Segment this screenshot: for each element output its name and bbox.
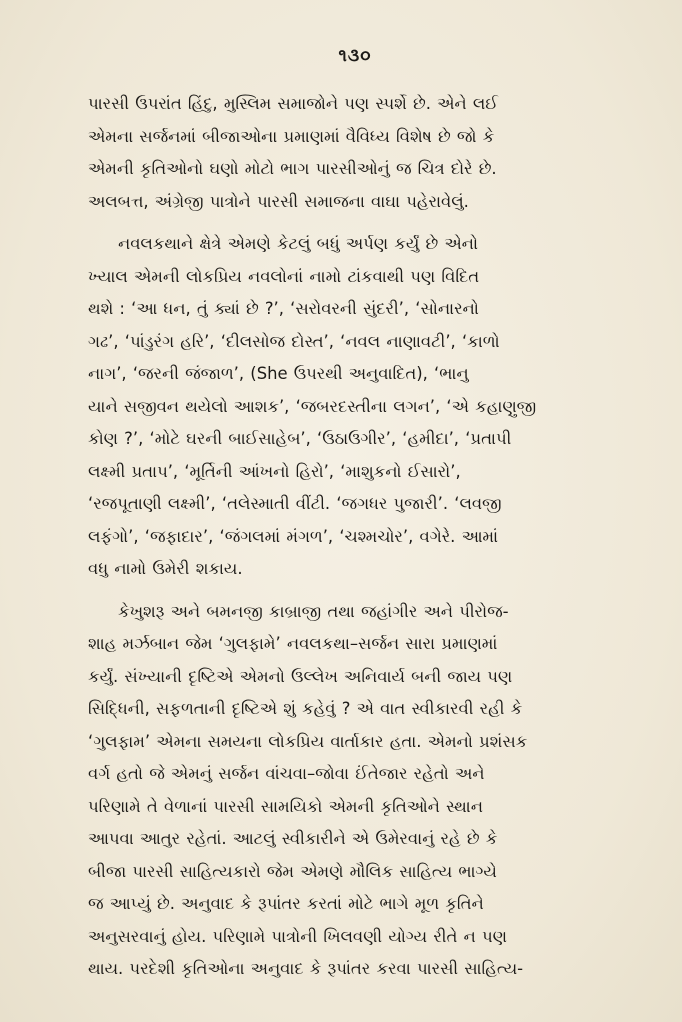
paragraph-1 [88,88,622,218]
text-line: અનુસરવાનું હોય. પરિણામે પાત્રોની ખિલવણી યોગ્ય રીતે ન પણ [88,926,507,946]
text-line: ખ્યાલ એમની લોકપ્રિય નવલોનાં નામો ટાંકવાથી પણ વિદિત [88,266,480,286]
text-line: પારસી ઉપરાંત હિંદુ, મુસ્લિમ સમાજોને પણ સ્પર્શે છે. એને લઈ [88,94,498,113]
text-line: આપવા આતુર રહેતાં. આટલું સ્વીકારીને એ ઉમેરવાનું રહે છે કે [88,829,498,848]
text-line: વધુ નામો ઉમેરી શકાય. [88,559,243,578]
text-line: નાગ’, ‘જરની જંજાળ’, (She ઉપરથી અનુવાદિત), ‘ભાનુ [88,364,469,383]
text-line: સિદ્ધિની, સફળતાની દૃષ્ટિએ શું કહેવું ? એ વાત સ્વીકારવી રહી કે [88,699,523,718]
paragraph-2 [88,228,622,586]
text-line: એમના સર્જનમાં બીજાઓના પ્રમાણમાં વૈવિધ્ય વિશેષ છે જો કે [88,126,495,146]
text-line: ગઢ’, ‘પાંડુરંગ હરિ’, ‘દીલસોજ દોસ્ત’, ‘નવલ નાણાવટી’, ‘કાળો [88,331,500,351]
text-line: એમની કૃતિઓનો ઘણો મોટો ભાગ પારસીઓનું જ ચિત્ર દોરે છે. [88,159,497,178]
text-line: થાય. પરદેશી કૃતિઓના અનુવાદ કે રૂપાંતર કરવા પારસી સાહિત્ય- [88,959,524,978]
text-line: વર્ગ હતો જે એમનું સર્જન વાંચવા–જોવા ઈંતેજાર રહેતો અને [88,764,485,783]
text-line: પરિણામે તે વેળાનાં પારસી સામયિકો એમની કૃતિઓને સ્થાન [88,796,483,816]
text-line: અલબત્ત, અંગ્રેજી પાત્રોને પારસી સમાજના વાઘા પહેરાવેલું. [88,191,469,211]
text-line: કેખુશરૂ અને બમનજી કાબ્રાજી તથા જહાંગીર અને પીરોજ- [118,601,509,621]
text-line: ‘રજપૂતાણી લક્ષ્મી’, ‘તલેસ્માતી વીંટી. ‘જગધર પુજારી’. ‘લવજી [88,494,502,513]
text-line: કોણ ?’, ‘મોટે ઘરની બાઈસાહેબ’, ‘ઉઠાઉગીર’, ‘હમીદા’, ‘પ્રતાપી [88,429,512,448]
text-line: જ આપ્યું છે. અનુવાદ કે રૂપાંતર કરતાં મોટે ભાગે મૂળ કૃતિને [88,894,484,913]
text-line: લક્ષ્મી પ્રતાપ’, ‘મૂર્તિની આંખનો હિરો’, ‘માશુકનો ઈસારો’, [88,461,461,481]
text-line: નવલકથાને ક્ષેત્રે એમણે કેટલું બધું અર્પણ કર્યું છે એનો [118,234,478,253]
page-number: ૧૩૦ [338,46,372,66]
text-line: લફંગો’, ‘જફાદાર’, ‘જંગલમાં મંગળ’, ‘ચશ્મચોર’, વગેરે. આમાં [88,526,499,546]
text-line: થશે : ‘આ ધન, તું ક્યાં છે ?’, ‘સરોવરની સુંદરી’, ‘સોનારનો [88,299,479,318]
text-line: કર્યું. સંખ્યાની દૃષ્ટિએ એમનો ઉલ્લેખ અનિવાર્ય બની જાય પણ [88,666,513,686]
text-line: યાને સજીવન થયેલો આશક’, ‘જબરદસ્તીના લગન’, ‘એ કહાણુજી [88,396,537,416]
text-line: બીજા પારસી સાહિત્યકારો જેમ એમણે મૌલિક સાહિત્ય ભાગ્યે [88,861,497,881]
text-line: ‘ગુલફામ’ એમના સમયના લોકપ્રિય વાર્તાકાર હતા. એમનો પ્રશંસક [88,731,528,751]
text-line: શાહ મર્ઝબાન જેમ ‘ગુલફામે’ નવલકથા–સર્જન સારા પ્રમાણમાં [88,634,498,653]
paragraph-3 [88,596,622,986]
